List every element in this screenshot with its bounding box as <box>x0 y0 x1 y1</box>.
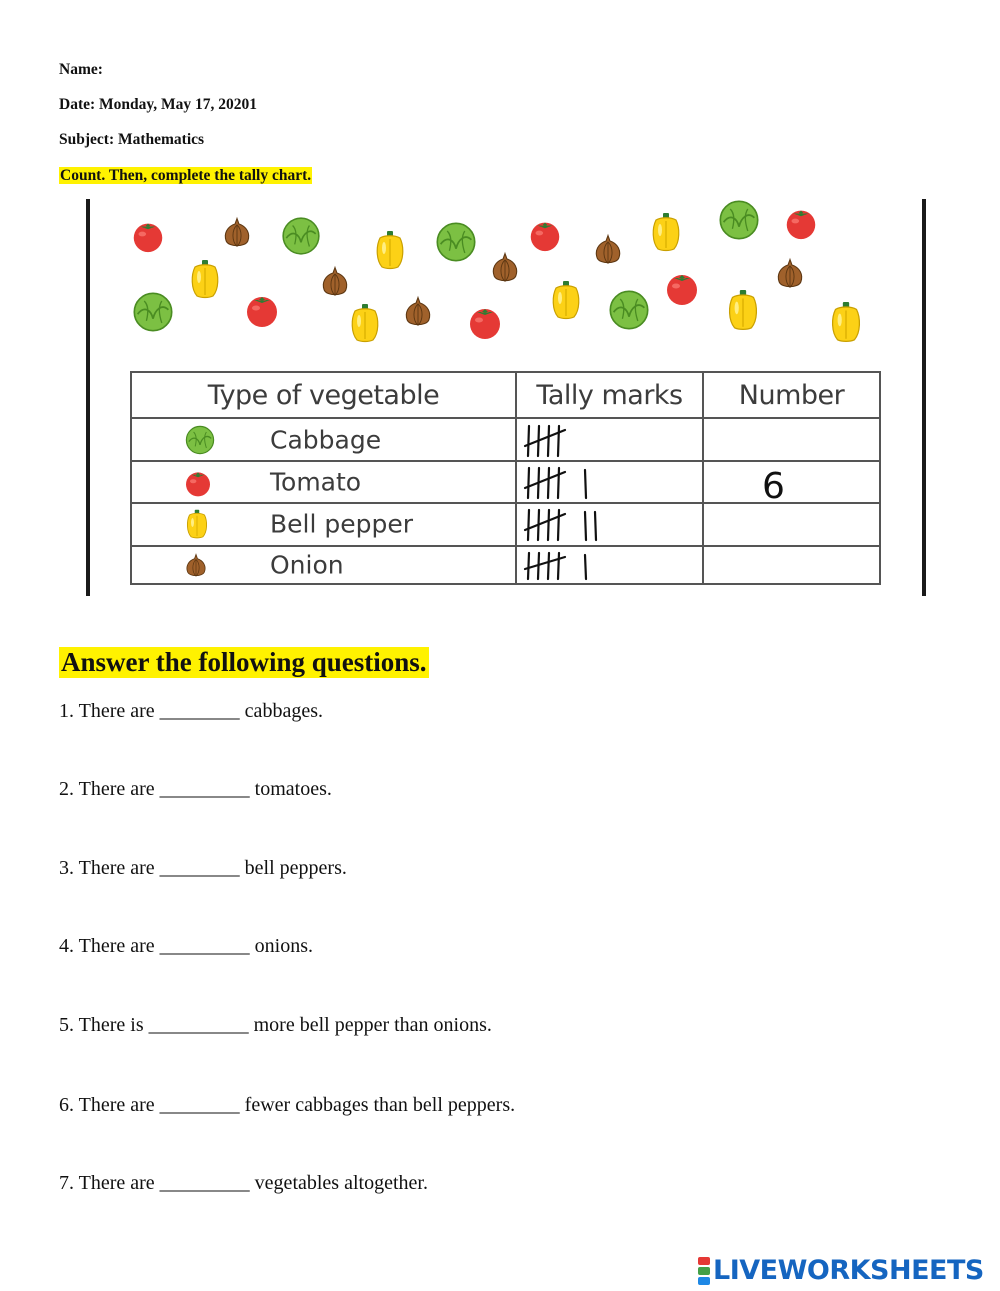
number-text: 6 <box>762 466 785 503</box>
tally-chart <box>130 371 881 585</box>
tally-stroke <box>528 468 529 498</box>
liveworksheets-logo <box>698 1255 984 1286</box>
bell-pepper-icon <box>546 274 586 326</box>
tomato-icon <box>182 466 214 498</box>
onion-icon <box>487 247 523 287</box>
tally-marks <box>517 420 702 460</box>
tomato-icon <box>782 202 820 242</box>
vegetable-name: Tomato <box>270 467 362 497</box>
number-cell[interactable] <box>703 546 880 584</box>
number-value <box>704 420 879 460</box>
number-cell[interactable] <box>703 418 880 460</box>
question-2[interactable]: 2. There are _________ tomatoes. <box>59 778 332 800</box>
question-5[interactable]: 5. There is __________ more bell pepper than onions. <box>59 1014 492 1036</box>
tally-stroke <box>528 426 529 456</box>
tally-stroke <box>558 553 559 579</box>
onion-icon <box>219 212 255 252</box>
cabbage-icon <box>277 215 325 257</box>
bell-pepper-icon <box>345 298 385 348</box>
tally-stroke <box>558 426 559 456</box>
tally-stroke <box>585 470 586 498</box>
tomato-icon <box>465 300 505 342</box>
tally-stroke <box>548 510 549 540</box>
tally-stroke <box>558 510 559 540</box>
tally-stroke <box>528 510 529 540</box>
number-value <box>704 462 879 502</box>
number-value <box>704 504 879 544</box>
tally-marks <box>517 462 702 502</box>
questions-title: Answer the following questions. <box>61 647 427 677</box>
tally-cell[interactable] <box>516 503 703 545</box>
bell-pepper-icon <box>370 225 410 275</box>
table-row <box>131 418 880 460</box>
vegetable-cell <box>131 546 516 584</box>
tally-header-row <box>131 372 880 418</box>
onion-icon <box>400 290 436 332</box>
tally-stroke <box>548 468 549 498</box>
date-line: Date: Monday, May 17, 20201 <box>59 96 258 113</box>
vegetable-name: Onion <box>270 550 344 580</box>
tomato-icon <box>662 266 702 308</box>
vegetable-name: Bell pepper <box>270 509 414 539</box>
tomato-icon <box>129 216 167 254</box>
question-3[interactable]: 3. There are ________ bell peppers. <box>59 857 347 879</box>
question-1[interactable]: 1. There are ________ cabbages. <box>59 700 323 722</box>
vegetable-cell <box>131 461 516 503</box>
tally-cell[interactable] <box>516 418 703 460</box>
logo-mark-icon <box>698 1256 710 1286</box>
question-6[interactable]: 6. There are ________ fewer cabbages than bell peppers. <box>59 1094 516 1116</box>
tally-marks <box>517 547 702 583</box>
header-tally: Tally marks <box>516 372 703 418</box>
table-row <box>131 503 880 545</box>
tally-stroke <box>528 553 529 579</box>
logo-text: LIVEWORKSHEETS <box>713 1255 984 1286</box>
tally-marks <box>517 504 702 544</box>
instruction-text: Count. Then, complete the tally chart. <box>60 167 312 184</box>
subject-line: Subject: Mathematics <box>59 131 205 148</box>
tally-stroke <box>548 426 549 456</box>
cabbage-icon <box>431 220 481 264</box>
frame-right-bar <box>922 199 926 596</box>
onion-icon <box>317 260 353 302</box>
tomato-icon <box>242 288 282 330</box>
number-cell[interactable] <box>703 503 880 545</box>
vegetable-name: Cabbage <box>270 425 382 455</box>
frame-left-bar <box>86 199 90 596</box>
cabbage-icon <box>604 288 654 332</box>
tally-stroke <box>558 468 559 498</box>
number-value <box>704 547 879 583</box>
bell-pepper-icon <box>185 254 225 304</box>
name-label: Name: <box>59 61 103 78</box>
question-4[interactable]: 4. There are _________ onions. <box>59 935 314 957</box>
bell-pepper-icon <box>825 296 867 348</box>
tally-stroke <box>548 553 549 579</box>
table-row <box>131 461 880 503</box>
table-row <box>131 546 880 584</box>
onion-icon <box>590 228 626 270</box>
tally-stroke <box>595 512 596 540</box>
number-cell[interactable] <box>703 461 880 503</box>
bell-pepper-icon <box>646 206 686 258</box>
cabbage-icon <box>182 424 218 456</box>
onion-icon <box>772 251 808 295</box>
header-vegetable: Type of vegetable <box>131 372 516 418</box>
cabbage-icon <box>714 198 764 242</box>
tomato-icon <box>526 214 564 254</box>
cabbage-icon <box>128 290 178 334</box>
question-7[interactable]: 7. There are _________ vegetables altogether. <box>59 1172 428 1194</box>
vegetable-cell <box>131 418 516 460</box>
tally-stroke <box>585 512 586 540</box>
vegetable-cell <box>131 503 516 545</box>
tally-stroke <box>585 555 586 579</box>
tally-cell[interactable] <box>516 461 703 503</box>
tally-cell[interactable] <box>516 546 703 584</box>
bell-pepper-icon <box>722 284 764 336</box>
bell-pepper-icon <box>182 506 212 542</box>
header-number: Number <box>703 372 880 418</box>
onion-icon <box>182 549 210 581</box>
